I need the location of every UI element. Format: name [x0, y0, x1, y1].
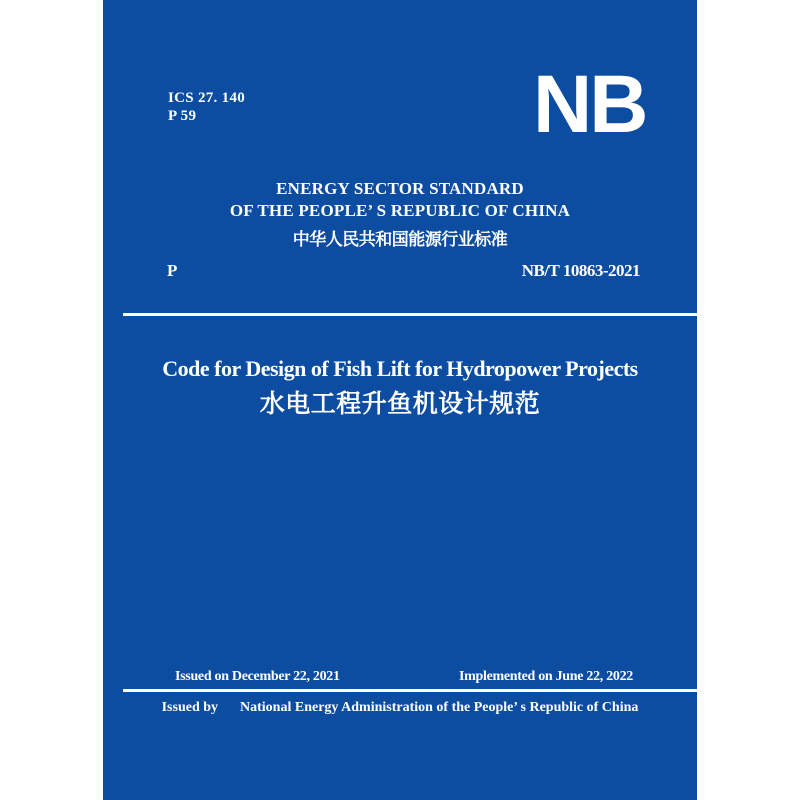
- standard-name-en-line2: OF THE PEOPLE’ S REPUBLIC OF CHINA: [229, 201, 571, 220]
- classification-code: P 59: [168, 108, 197, 124]
- ics-block: [168, 89, 245, 125]
- title-block: [103, 355, 697, 422]
- issued-by-label: Issued by: [161, 700, 219, 715]
- header-divider-rule: [123, 313, 697, 316]
- dates-row: [103, 668, 697, 686]
- category-mark: P: [167, 261, 178, 280]
- standard-name-zh: 中华人民共和国能源行业标准: [292, 230, 508, 249]
- title-chinese: 水电工程升鱼机设计规范: [259, 391, 541, 418]
- nb-logo: NB: [533, 59, 646, 150]
- standard-name-en-line1: ENERGY SECTOR STANDARD: [276, 179, 524, 198]
- ics-code: ICS 27. 140: [168, 90, 246, 106]
- standard-number: NB/T 10863-2021: [521, 261, 640, 280]
- title-english: Code for Design of Fish Lift for Hydropower Projects: [162, 356, 638, 381]
- issuer-name: National Energy Administration of the People’ s Republic of China: [240, 700, 639, 715]
- footer-divider-rule: [123, 689, 697, 692]
- issued-date: Issued on December 22, 2021: [175, 669, 340, 684]
- implemented-date: Implemented on June 22, 2022: [459, 669, 633, 684]
- issuer-row: [103, 699, 697, 717]
- standard-cover: [103, 0, 697, 800]
- standard-name-block: [103, 178, 697, 252]
